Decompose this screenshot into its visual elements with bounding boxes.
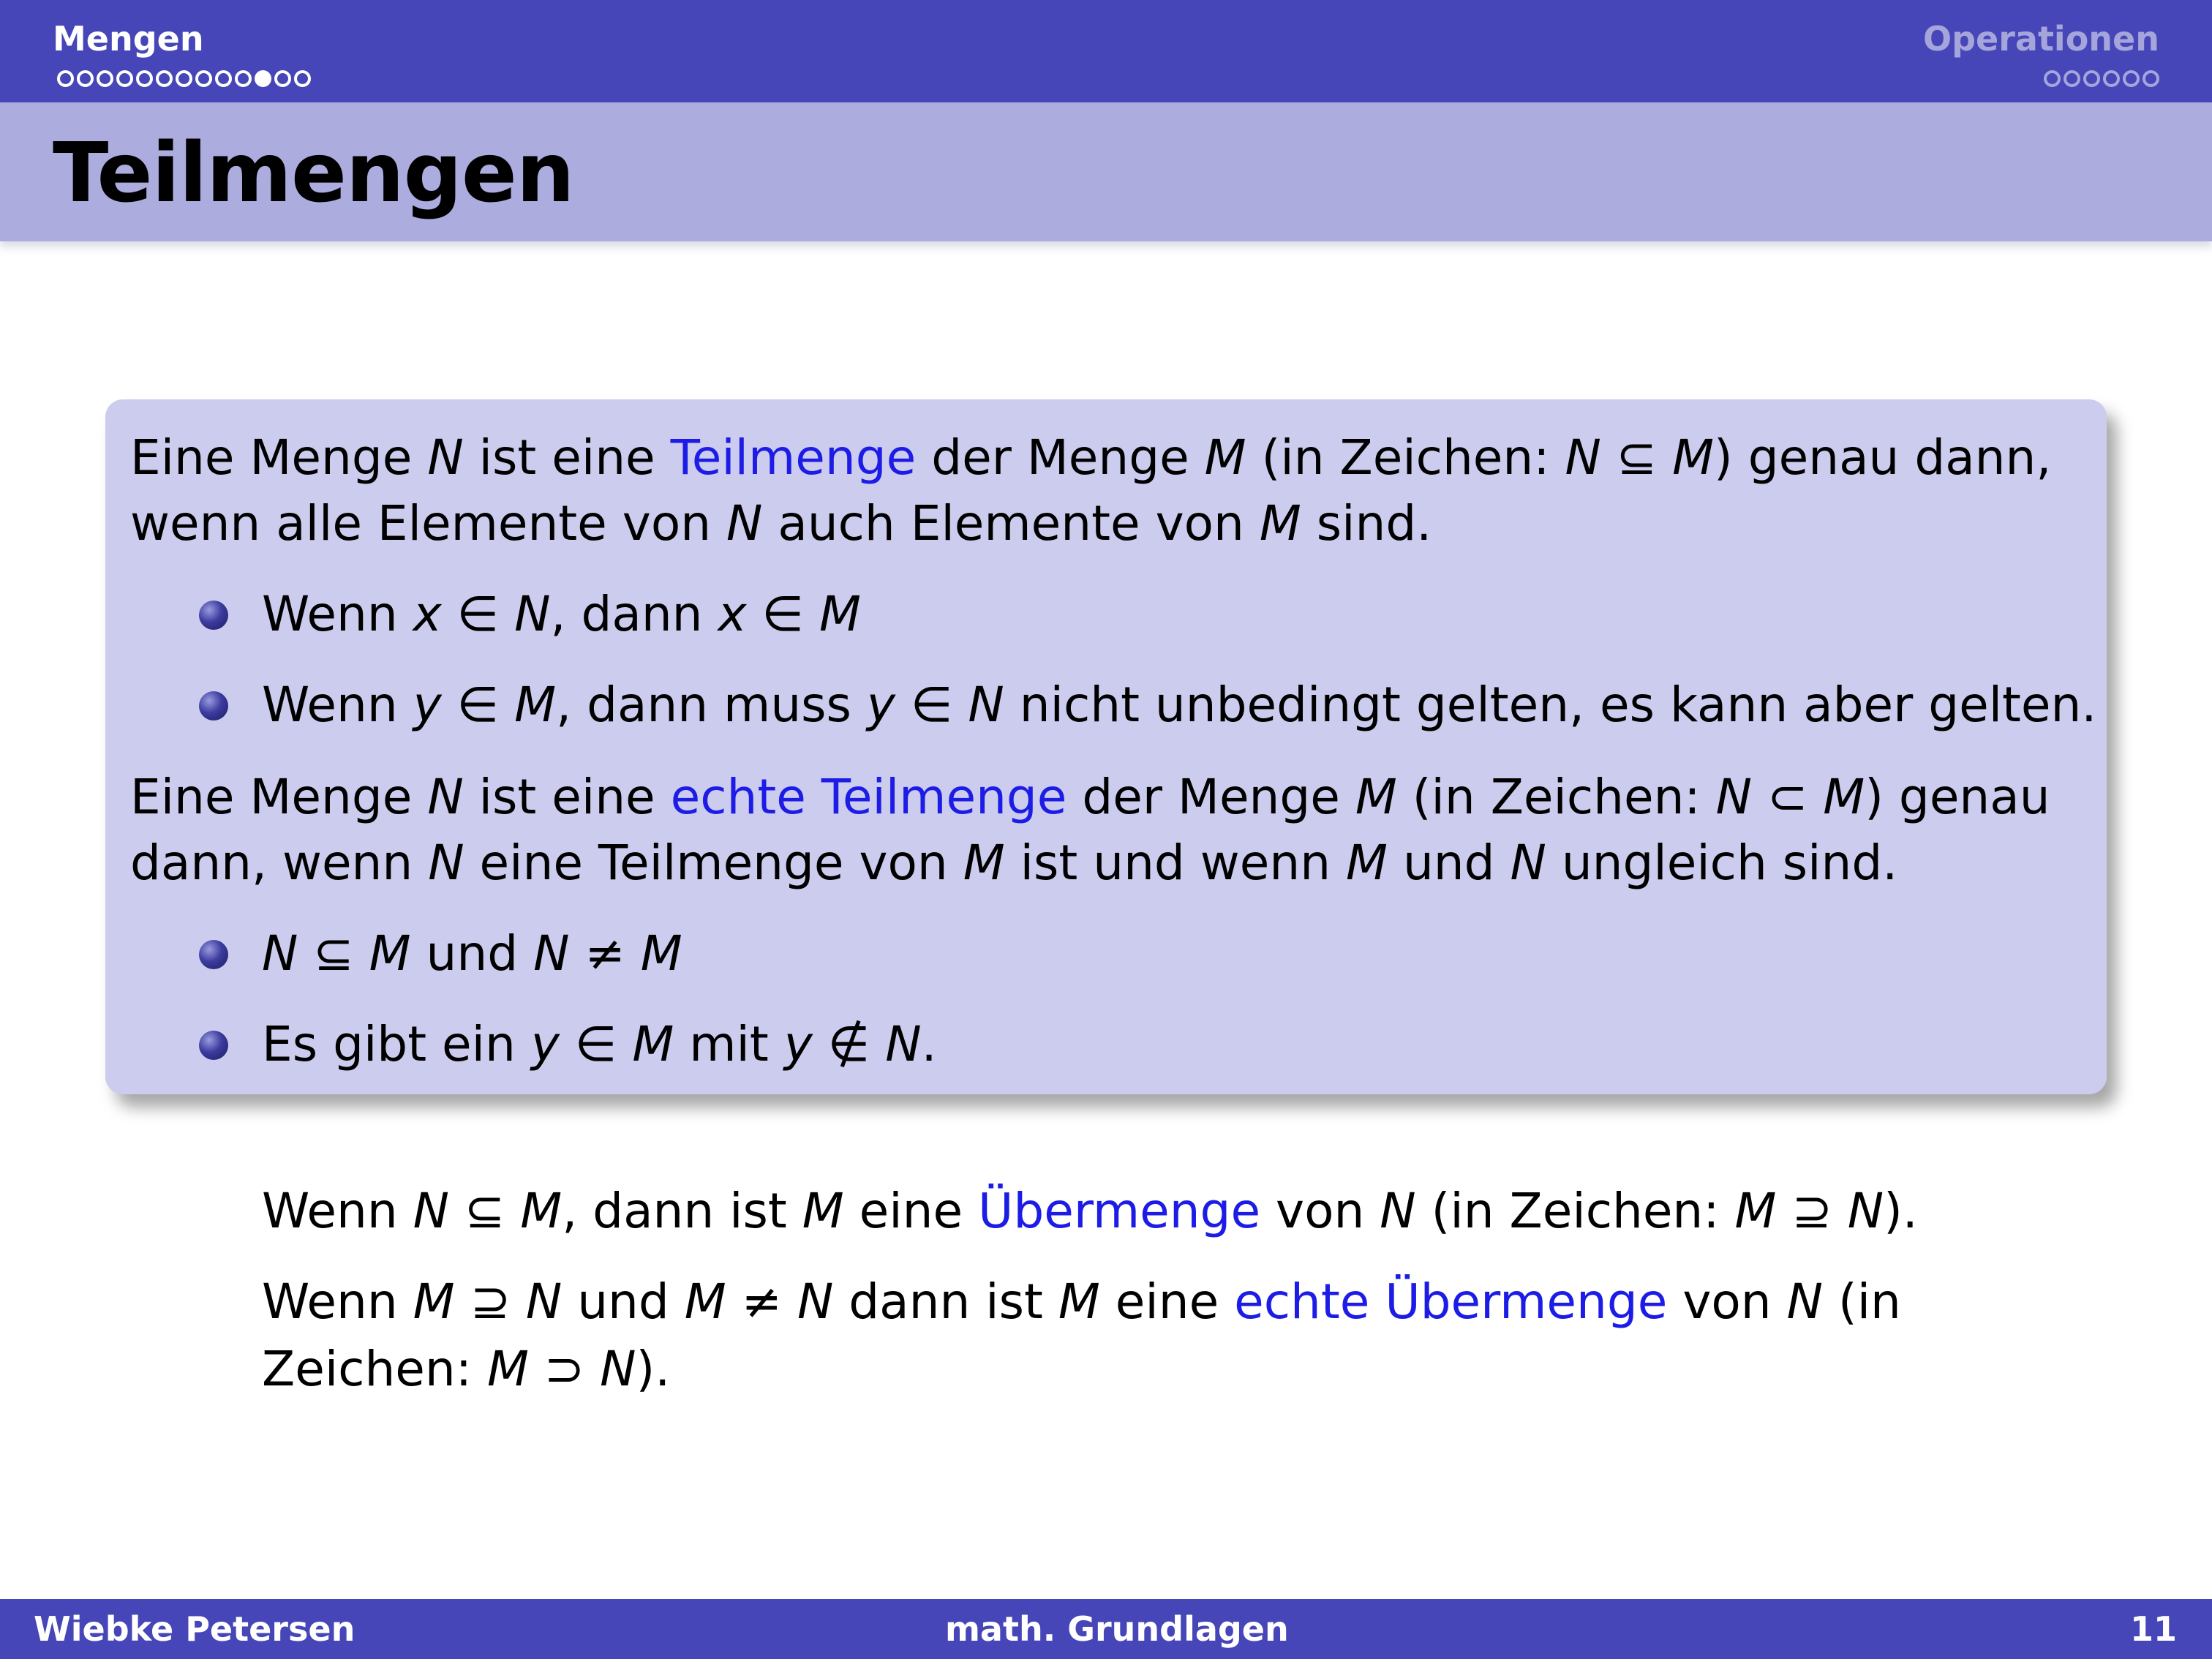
footer-title: math. Grundlagen <box>945 1609 1289 1649</box>
slide-dot[interactable] <box>176 70 192 87</box>
slide-dot[interactable] <box>2044 70 2061 87</box>
slide-dot[interactable] <box>2083 70 2100 87</box>
slide-dot[interactable] <box>97 70 113 87</box>
slide-dot[interactable] <box>195 70 212 87</box>
bullet-icon <box>199 691 228 721</box>
footer-bar <box>0 1599 2212 1659</box>
slide-dot[interactable] <box>2064 70 2080 87</box>
slide-dot[interactable] <box>2123 70 2140 87</box>
definition-subset-line-1: Eine Menge N ist eine Teilmenge der Menge M (in Zeichen: N ⊆ M) genau dann, <box>130 429 2052 486</box>
definition-proper-subset-line-2: dann, wenn N eine Teilmenge von M ist und wenn M und N ungleich sind. <box>130 835 1898 891</box>
slide-title: Teilmengen <box>53 126 574 221</box>
slide-dot[interactable] <box>235 70 252 87</box>
slide-dot[interactable] <box>2143 70 2159 87</box>
footer-author: Wiebke Petersen <box>34 1609 356 1649</box>
slide-dot[interactable] <box>57 70 74 87</box>
proper-superset-paragraph-line-2: Zeichen: M ⊃ N). <box>262 1341 671 1397</box>
slide-dot[interactable] <box>2103 70 2120 87</box>
bullet-icon <box>199 1031 228 1060</box>
definition-subset-line-2: wenn alle Elemente von N auch Elemente von M sind. <box>130 495 1432 552</box>
page-number: 11 <box>2129 1609 2177 1649</box>
definition-proper-subset-line-1: Eine Menge N ist eine echte Teilmenge der Menge M (in Zeichen: N ⊂ M) genau <box>130 769 2050 825</box>
section-link-mengen[interactable]: Mengen <box>53 19 204 59</box>
slide-progress-dots-mengen <box>57 70 311 87</box>
section-link-operationen[interactable]: Operationen <box>1922 19 2159 59</box>
term-echte-teilmenge: echte Teilmenge <box>670 769 1067 825</box>
bullet-icon <box>199 940 228 969</box>
term-uebermenge: Übermenge <box>978 1183 1261 1239</box>
top-navigation-bar <box>0 0 2212 102</box>
term-teilmenge: Teilmenge <box>670 429 917 486</box>
proper-superset-paragraph-line-1: Wenn M ⊇ N und M ≠ N dann ist M eine echte Übermenge von N (in <box>262 1274 1901 1330</box>
slide-progress-dots-operationen <box>2044 70 2159 87</box>
slide-dot[interactable] <box>215 70 232 87</box>
bullet-item: N ⊆ M und N ≠ M <box>262 925 682 982</box>
bullet-item: Wenn y ∈ M, dann muss y ∈ N nicht unbedingt gelten, es kann aber gelten. <box>262 677 2097 733</box>
slide-dot-current[interactable] <box>255 70 271 87</box>
bullet-item: Wenn x ∈ N, dann x ∈ M <box>262 586 861 642</box>
slide-dot[interactable] <box>274 70 291 87</box>
slide-dot[interactable] <box>116 70 133 87</box>
slide-dot[interactable] <box>77 70 94 87</box>
term-echte-uebermenge: echte Übermenge <box>1234 1274 1668 1330</box>
bullet-icon <box>199 601 228 630</box>
slide-dot[interactable] <box>136 70 153 87</box>
bullet-item: Es gibt ein y ∈ M mit y ∉ N. <box>262 1016 937 1072</box>
slide-dot[interactable] <box>294 70 311 87</box>
superset-paragraph: Wenn N ⊆ M, dann ist M eine Übermenge von N (in Zeichen: M ⊇ N). <box>262 1183 1918 1239</box>
slide-dot[interactable] <box>156 70 173 87</box>
